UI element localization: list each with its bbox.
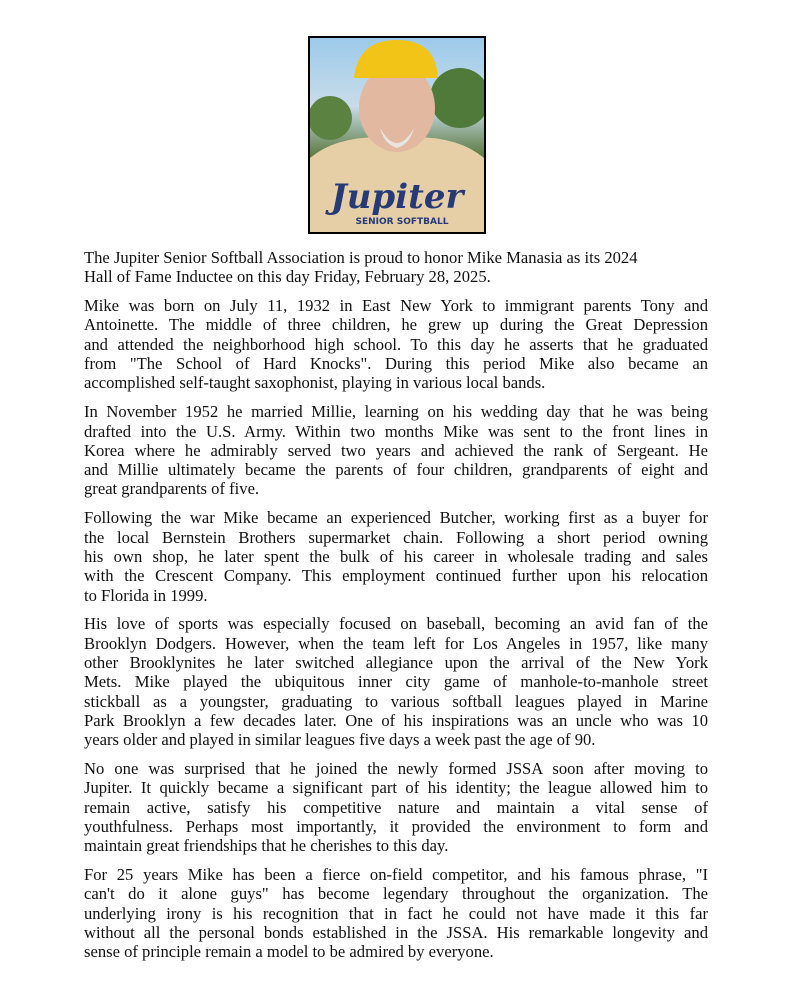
text-line: remain active, satisfy his competitive nature and maintain a vital sense of: [84, 797, 708, 817]
text-line: accomplished self-taught saxophonist, playing in various local bands.: [84, 373, 546, 393]
text-line: underlying irony is his recognition that in fact he could not have made it this far: [84, 903, 708, 923]
text-line: Mike was born on July 11, 1932 in East New York to immigrant parents Tony and: [84, 296, 708, 316]
paragraph-4: [84, 508, 708, 604]
text-line: Korea where he admirably served two years and achieved the rank of Sergeant. He: [84, 440, 708, 460]
text-line: Brooklyn Dodgers. However, when the team left for Los Angeles in 1957, like many: [84, 633, 708, 653]
text-line: great grandparents of five.: [84, 479, 260, 499]
text-line: His love of sports was especially focused on baseball, becoming an avid fan of the: [84, 614, 708, 634]
svg-text:SENIOR SOFTBALL: SENIOR SOFTBALL: [355, 217, 449, 227]
text-line: other Brooklynites he later switched allegiance upon the arrival of the New York: [84, 653, 708, 673]
text-line: without all the personal bonds established in the JSSA. His remarkable longevity and: [84, 923, 708, 943]
text-line: years older and played in similar leagues five days a week past the age of 90.: [84, 730, 596, 750]
text-line: and Millie ultimately became the parents of four children, grandparents of eight and: [84, 460, 708, 480]
text-line: and attended the neighborhood high school. To this day he asserts that he graduated: [84, 334, 708, 354]
text-line: For 25 years Mike has been a fierce on-field competitor, and his famous phrase, "I: [84, 865, 708, 885]
text-line: the local Bernstein Brothers supermarket chain. Following a short period owning: [84, 527, 708, 547]
text-line: youthfulness. Perhaps most importantly, it provided the environment to form and: [84, 816, 708, 836]
text-line: No one was surprised that he joined the newly formed JSSA soon after moving to: [84, 759, 708, 779]
text-line: with the Crescent Company. This employment continued further upon his relocation: [84, 566, 708, 586]
text-line: drafted into the U.S. Army. Within two months Mike was sent to the front lines in: [84, 421, 708, 441]
text-line: to Florida in 1999.: [84, 585, 208, 605]
text-line: can't do it alone guys" has become legendary throughout the organization. The: [84, 884, 708, 904]
article-body: [84, 248, 708, 971]
text-line: Following the war Mike became an experienced Butcher, working first as a buyer for: [84, 508, 708, 528]
text-line: from "The School of Hard Knocks". During this period Mike also became an: [84, 354, 708, 374]
text-line: Park Brooklyn a few decades later. One of his inspirations was an uncle who was 10: [84, 710, 708, 730]
text-line: sense of principle remain a model to be admired by everyone.: [84, 942, 494, 962]
svg-text:Jupiter: Jupiter: [330, 177, 464, 217]
text-line: The Jupiter Senior Softball Association is proud to honor Mike Manasia as its 2024: [84, 248, 638, 267]
text-line: Hall of Fame Inductee on this day Friday, February 28, 2025.: [84, 267, 491, 287]
text-line: Antoinette. The middle of three children, he grew up during the Great Depression: [84, 315, 708, 335]
text-line: his own shop, he later spent the bulk of his career in wholesale trading and sales: [84, 546, 708, 566]
portrait-photo: [308, 36, 486, 234]
paragraph-1: [84, 248, 708, 287]
paragraph-3: [84, 402, 708, 498]
text-line: maintain great friendships that he cherishes to this day.: [84, 836, 449, 856]
text-line: In November 1952 he married Millie, learning on his wedding day that he was being: [84, 402, 708, 422]
paragraph-7: [84, 865, 708, 961]
text-line: Jupiter. It quickly became a significant part of his identity; the league allowed him to: [84, 778, 708, 798]
paragraph-2: [84, 296, 708, 392]
text-line: Mets. Mike played the ubiquitous inner city game of manhole-to-manhole street: [84, 672, 708, 692]
text-line: stickball as a youngster, graduating to various softball leagues played in Marine: [84, 691, 708, 711]
paragraph-5: [84, 614, 708, 749]
paragraph-6: [84, 759, 708, 855]
